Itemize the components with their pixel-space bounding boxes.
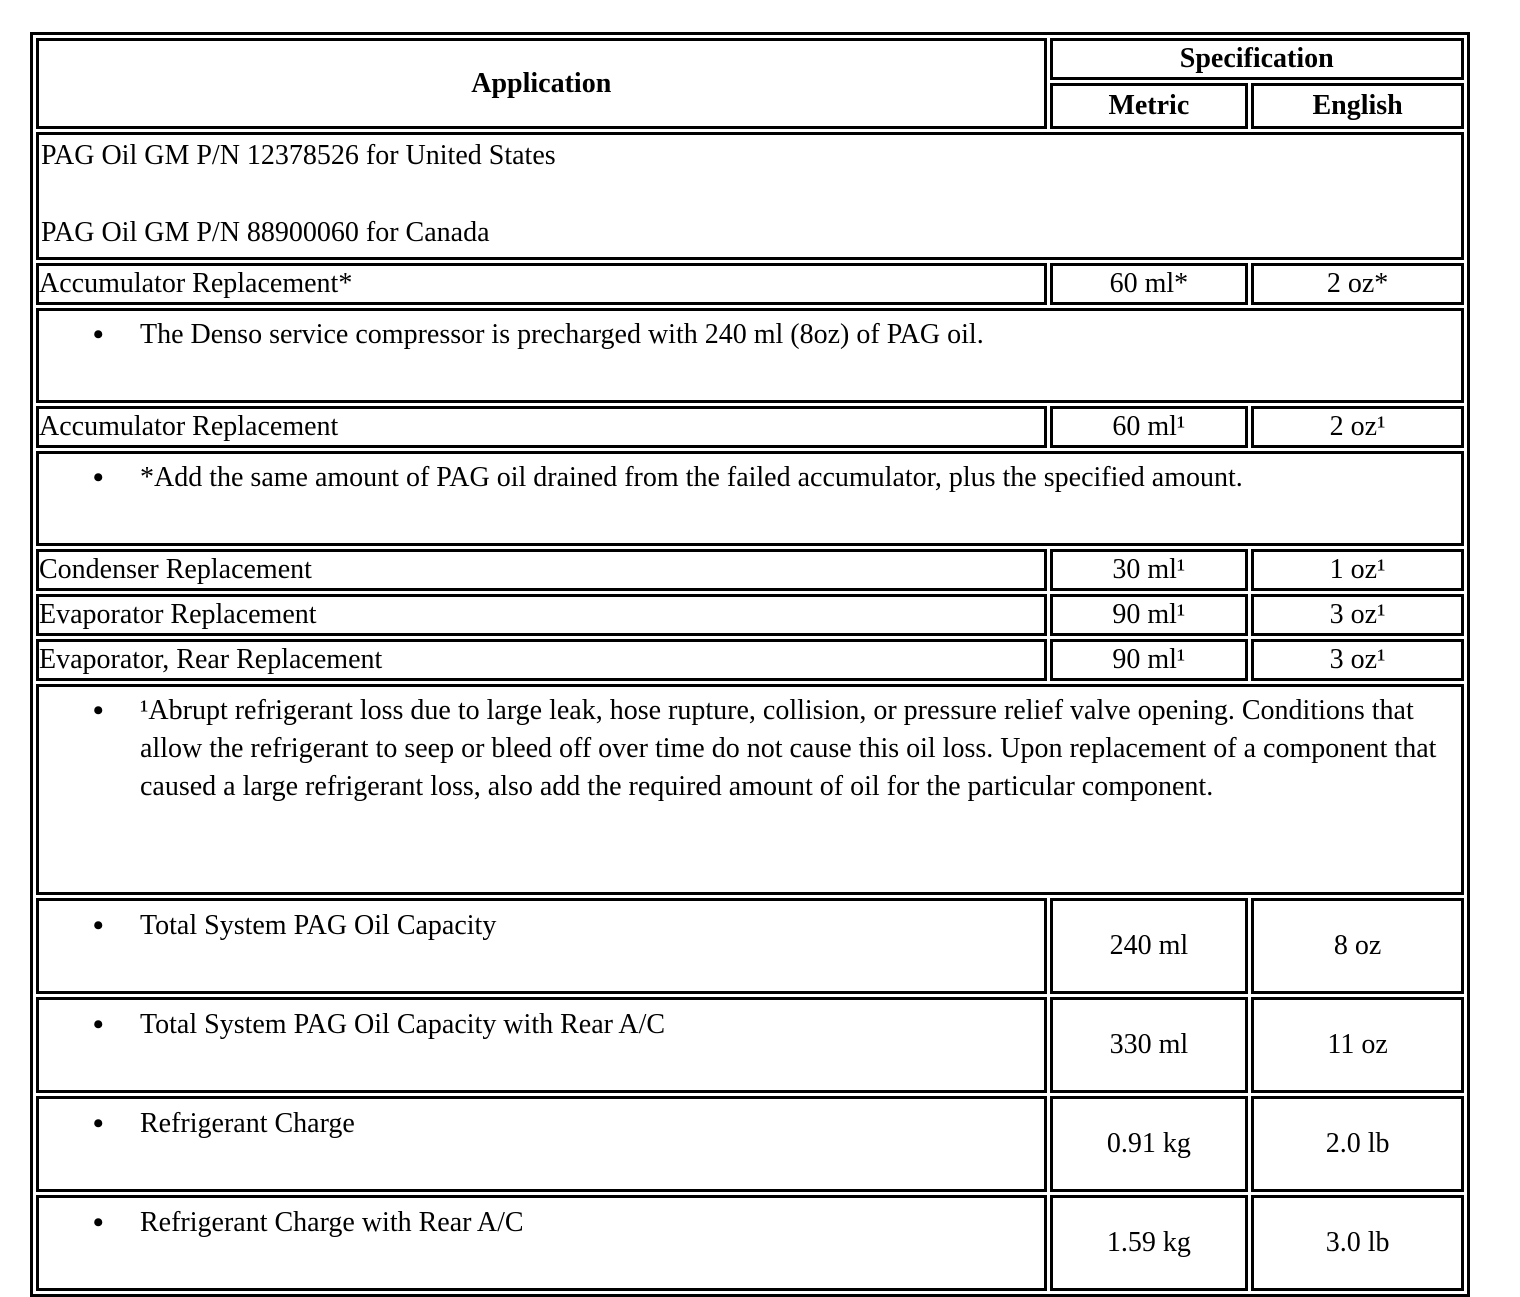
spec-row-total-capacity-rear bbox=[36, 997, 1464, 1093]
pag-oil-info-cell bbox=[36, 132, 1464, 260]
note-row-add-amount bbox=[36, 451, 1464, 546]
bullet-icon: • bbox=[93, 461, 104, 494]
metric-value-cell: 90 ml¹ bbox=[1050, 639, 1249, 681]
english-value-cell: 1 oz¹ bbox=[1251, 549, 1464, 591]
application-text: Refrigerant Charge bbox=[140, 1108, 355, 1139]
metric-value-cell: 30 ml¹ bbox=[1050, 549, 1249, 591]
bullet-icon: • bbox=[93, 1206, 104, 1239]
bullet-icon: • bbox=[93, 909, 104, 942]
application-text: Total System PAG Oil Capacity bbox=[140, 910, 497, 941]
specifications-table bbox=[30, 32, 1470, 1297]
application-text: Total System PAG Oil Capacity with Rear A/C bbox=[140, 1009, 666, 1040]
english-value-cell: 3.0 lb bbox=[1251, 1195, 1464, 1291]
english-value-cell: 3 oz¹ bbox=[1251, 594, 1464, 636]
metric-value-cell: 1.59 kg bbox=[1050, 1195, 1249, 1291]
english-value-cell: 2 oz* bbox=[1251, 263, 1464, 305]
english-value-cell: 8 oz bbox=[1251, 898, 1464, 994]
note-cell bbox=[36, 684, 1464, 895]
application-cell bbox=[36, 898, 1047, 994]
header-metric: Metric bbox=[1050, 83, 1249, 129]
pag-oil-canada-line: PAG Oil GM P/N 88900060 for Canada bbox=[41, 217, 490, 248]
spec-row-refrigerant-charge-rear bbox=[36, 1195, 1464, 1291]
english-value-cell: 2 oz¹ bbox=[1251, 406, 1464, 448]
header-english: English bbox=[1251, 83, 1464, 129]
bullet-icon: • bbox=[93, 318, 104, 351]
application-text: Refrigerant Charge with Rear A/C bbox=[140, 1207, 524, 1238]
note-text: The Denso service compressor is precharged with 240 ml (8oz) of PAG oil. bbox=[140, 319, 984, 350]
bullet-icon: • bbox=[93, 694, 104, 727]
english-value-cell: 3 oz¹ bbox=[1251, 639, 1464, 681]
english-value-cell: 2.0 lb bbox=[1251, 1096, 1464, 1192]
spec-row-total-capacity bbox=[36, 898, 1464, 994]
spec-row-evaporator bbox=[36, 594, 1464, 636]
spec-row-accumulator bbox=[36, 406, 1464, 448]
application-cell bbox=[36, 997, 1047, 1093]
note-cell bbox=[36, 451, 1464, 546]
application-cell: Evaporator Replacement bbox=[36, 594, 1047, 636]
application-cell bbox=[36, 1096, 1047, 1192]
header-specification: Specification bbox=[1050, 38, 1464, 80]
application-cell: Accumulator Replacement bbox=[36, 406, 1047, 448]
metric-value-cell: 60 ml* bbox=[1050, 263, 1249, 305]
spec-row-evaporator-rear bbox=[36, 639, 1464, 681]
note-row-denso bbox=[36, 308, 1464, 403]
pag-oil-us-line: PAG Oil GM P/N 12378526 for United States bbox=[41, 140, 556, 171]
bullet-icon: • bbox=[93, 1107, 104, 1140]
metric-value-cell: 240 ml bbox=[1050, 898, 1249, 994]
header-application: Application bbox=[36, 38, 1047, 129]
pag-oil-row bbox=[36, 132, 1464, 260]
application-cell: Evaporator, Rear Replacement bbox=[36, 639, 1047, 681]
metric-value-cell: 330 ml bbox=[1050, 997, 1249, 1093]
application-cell: Accumulator Replacement* bbox=[36, 263, 1047, 305]
header-row-1 bbox=[36, 38, 1464, 80]
english-value-cell: 11 oz bbox=[1251, 997, 1464, 1093]
spec-row-refrigerant-charge bbox=[36, 1096, 1464, 1192]
spec-row-condenser bbox=[36, 549, 1464, 591]
note-row-abrupt-loss bbox=[36, 684, 1464, 895]
note-cell bbox=[36, 308, 1464, 403]
metric-value-cell: 0.91 kg bbox=[1050, 1096, 1249, 1192]
spec-row-accumulator-asterisk bbox=[36, 263, 1464, 305]
application-cell: Condenser Replacement bbox=[36, 549, 1047, 591]
metric-value-cell: 60 ml¹ bbox=[1050, 406, 1249, 448]
note-text: ¹Abrupt refrigerant loss due to large leak, hose rupture, collision, or pressure relief valve opening. Conditions that allow the refrigerant to seep or bleed off over time do not cause this oil loss. Upon replacement of a component that caused a large refrigerant loss, also add the required amount of oil for the particular component. bbox=[140, 695, 1437, 802]
bullet-icon: • bbox=[93, 1008, 104, 1041]
note-text: *Add the same amount of PAG oil drained from the failed accumulator, plus the specified amount. bbox=[140, 462, 1243, 493]
application-cell bbox=[36, 1195, 1047, 1291]
metric-value-cell: 90 ml¹ bbox=[1050, 594, 1249, 636]
